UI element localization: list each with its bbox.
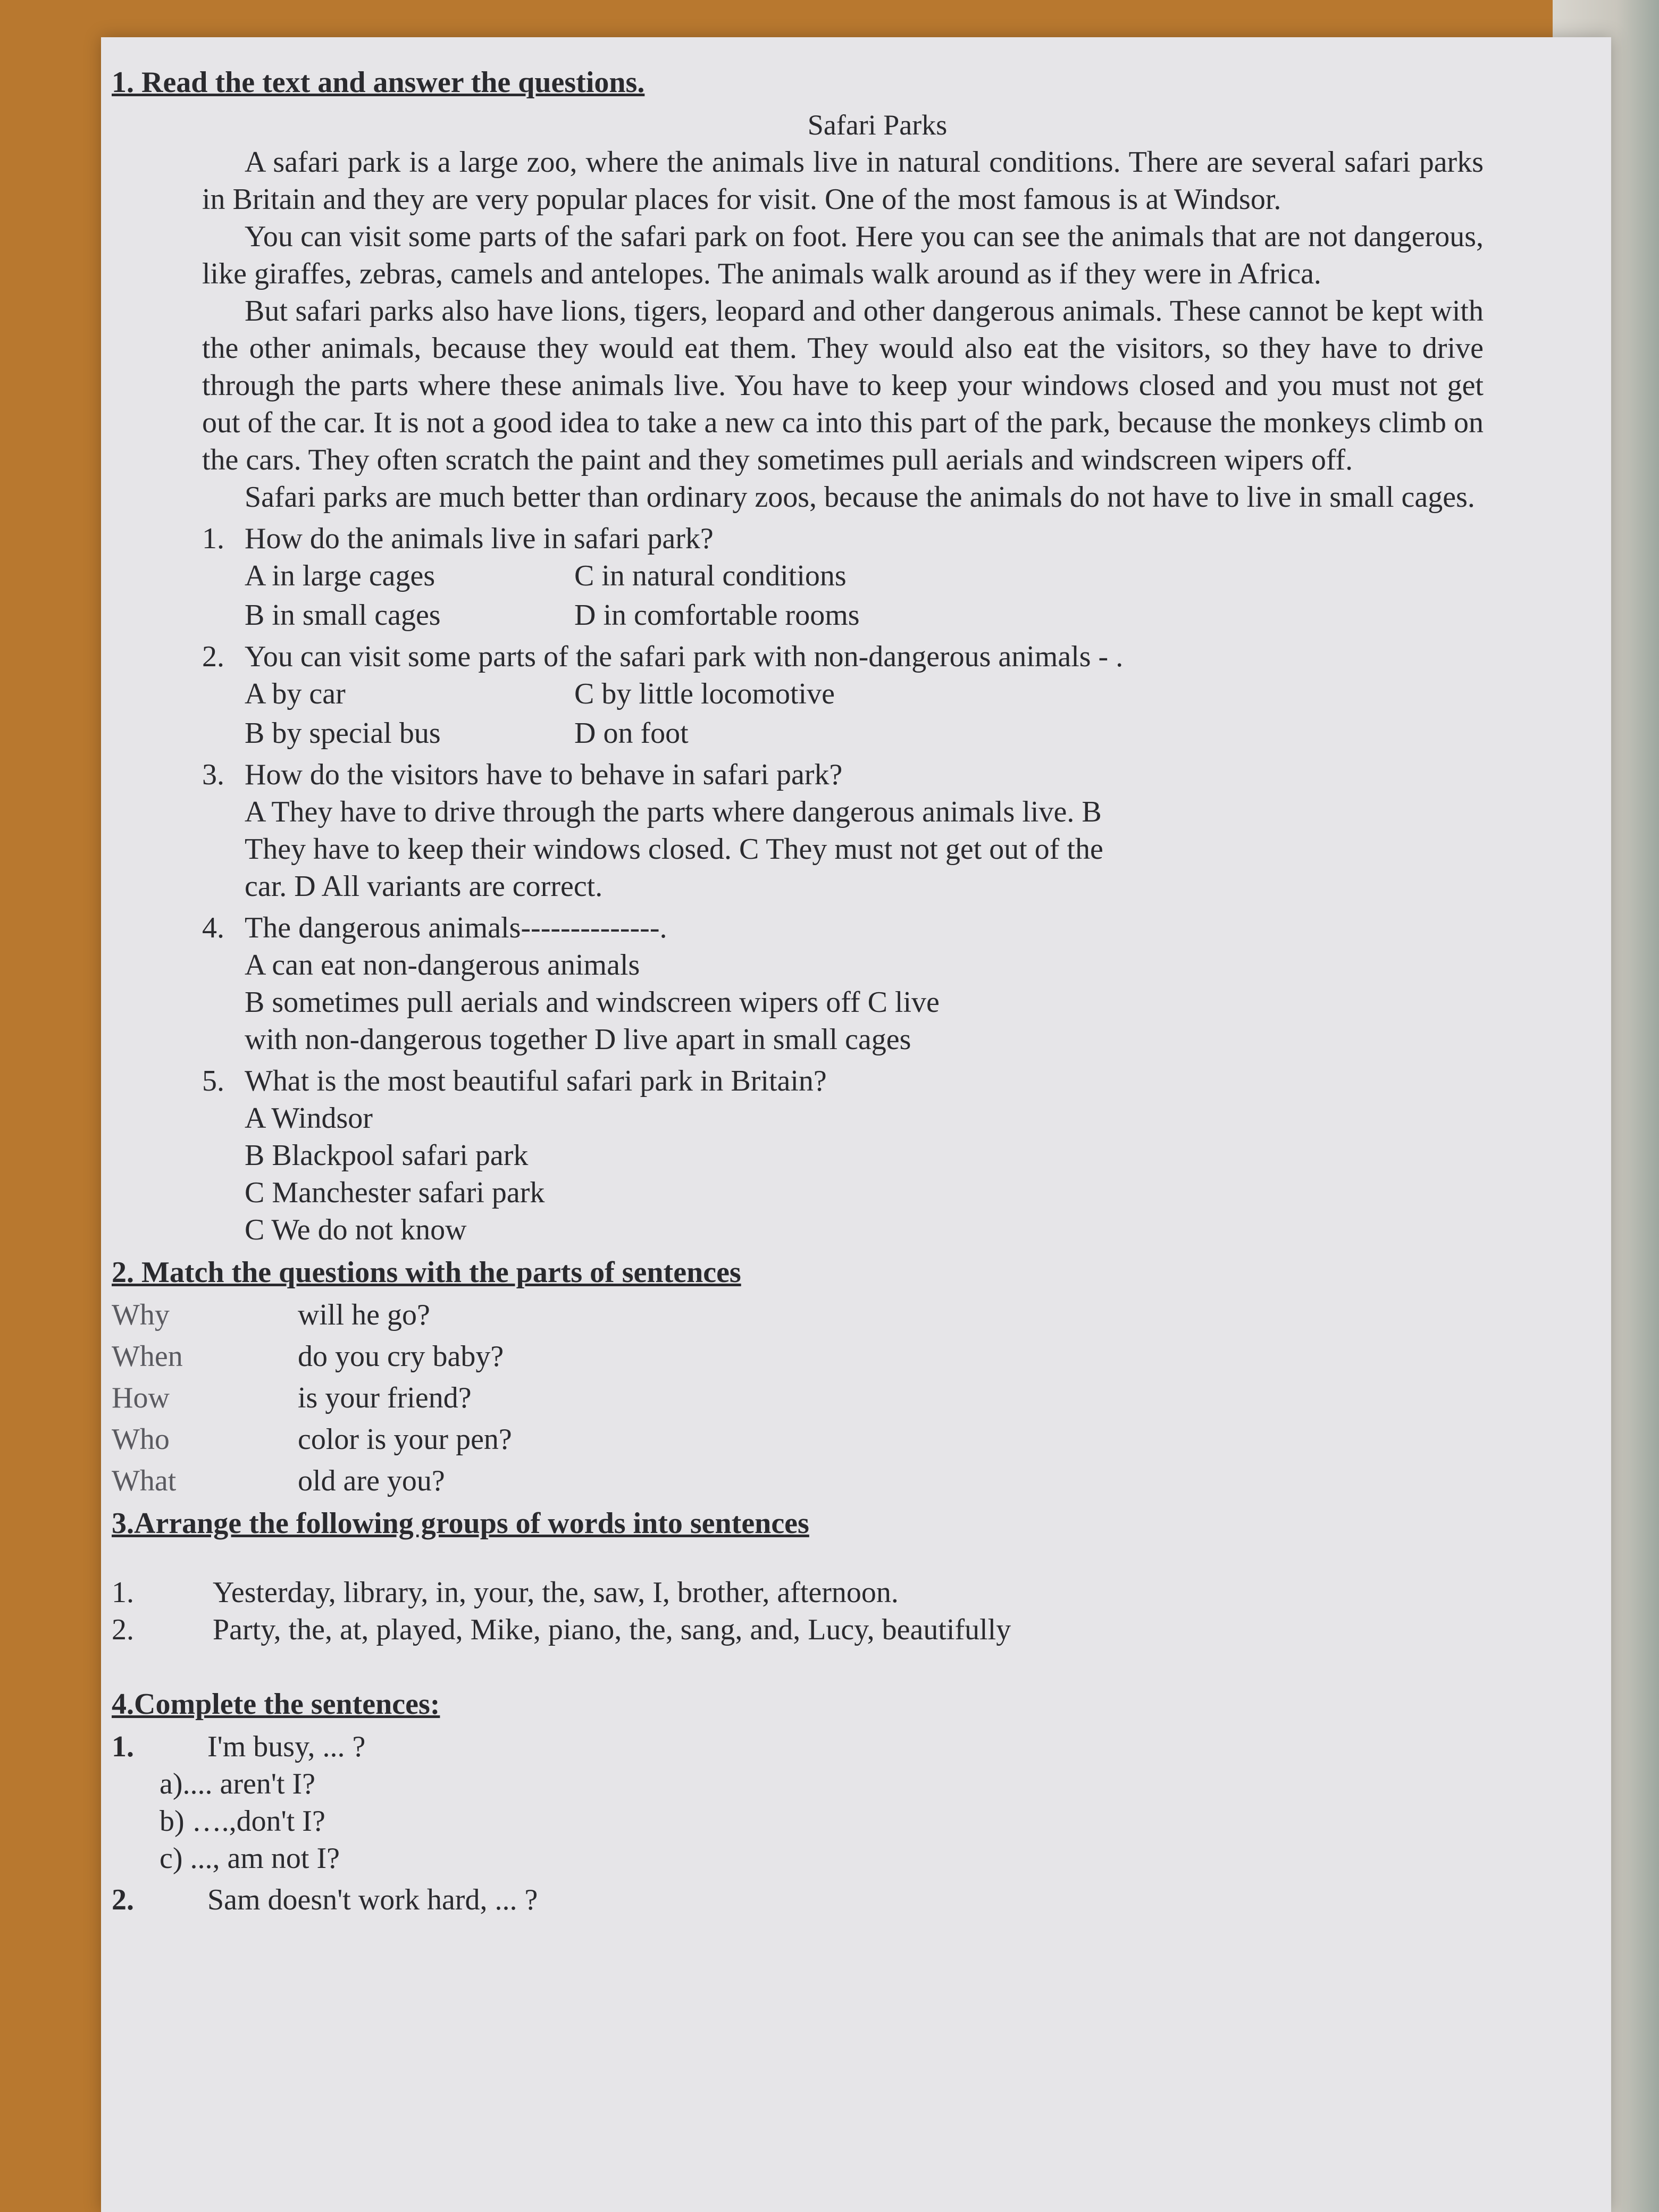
option-d: D on foot <box>574 717 689 750</box>
option-b: b) ….,don't I? <box>160 1805 325 1838</box>
question-text: What is the most beautiful safari park in Britain? <box>245 1065 827 1097</box>
question-text: How do the animals live in safari park? <box>245 522 714 555</box>
option-a: A by car <box>245 677 346 710</box>
match-phrase: old are you? <box>298 1464 445 1497</box>
passage-paragraph-4: Safari parks are much better than ordinary zoos, because the animals do not have to live in small cages. <box>245 481 1475 514</box>
item-number: 2. <box>112 1613 134 1646</box>
option-line: C We do not know <box>245 1213 467 1246</box>
match-phrase: will he go? <box>298 1298 430 1331</box>
option-line: car. D All variants are correct. <box>245 870 603 903</box>
match-table <box>112 1296 1484 1499</box>
question-text: How do the visitors have to behave in safari park? <box>245 758 843 791</box>
option-b: B in small cages <box>245 599 441 632</box>
options-grid <box>245 557 1484 634</box>
passage-paragraph-2: You can visit some parts of the safari park on foot. Here you can see the animals that are not dangerous, like giraffes, zebras, camels and antelopes. The animals walk around as if they were in Africa. <box>202 220 1484 290</box>
option-line: They have to keep their windows closed. C They must not get out of the <box>245 833 1103 866</box>
passage-paragraph-3: But safari parks also have lions, tigers, leopard and other dangerous animals. These cannot be kept with the other animals, because they would eat them. They would also eat the visitors, so they have to drive through the parts where these animals live. You have to keep your windows closed and you must not get out of the car. It is not a good idea to take a new ca into this part of the park, because the monkeys climb on the cars. They often scratch the paint and they sometimes pull aerials and windscreen wipers off. <box>202 295 1484 476</box>
question-1 <box>202 520 1484 634</box>
question-text: The dangerous animals--------------. <box>245 911 667 944</box>
option-line: B Blackpool safari park <box>245 1139 529 1172</box>
match-phrase: is your friend? <box>298 1381 472 1414</box>
option-c: C in natural conditions <box>574 559 847 592</box>
question-4 <box>202 909 1484 1058</box>
item-number: 1. <box>112 1576 134 1609</box>
item-text: Yesterday, library, in, your, the, saw, I, brother, afternoon. <box>213 1576 899 1609</box>
question-2 <box>202 638 1484 752</box>
list-item <box>112 1881 1484 1918</box>
option-line: with non-dangerous together D live apart in small cages <box>245 1023 911 1056</box>
passage-paragraph-1: A safari park is a large zoo, where the animals live in natural conditions. There are several safari parks in Britain and they are very popular places for visit. One of the most famous is at Windsor. <box>202 146 1484 216</box>
option-line: C Manchester safari park <box>245 1176 545 1209</box>
question-number: 5. <box>202 1065 224 1097</box>
option-line: A Windsor <box>245 1102 373 1135</box>
section4-heading: 4.Complete the sentences: <box>112 1688 440 1721</box>
section1-heading: 1. Read the text and answer the questions. <box>112 66 645 99</box>
options-list <box>245 1100 1484 1249</box>
item-number: 2. <box>112 1883 134 1916</box>
section2-heading: 2. Match the questions with the parts of sentences <box>112 1256 741 1289</box>
question-5 <box>202 1062 1484 1249</box>
option-line: A They have to drive through the parts where dangerous animals live. B <box>245 795 1102 828</box>
option-line: B sometimes pull aerials and windscreen wipers off C live <box>245 986 940 1019</box>
option-line: A can eat non-dangerous animals <box>245 949 640 982</box>
question-number: 4. <box>202 911 224 944</box>
match-phrase: color is your pen? <box>298 1423 512 1456</box>
option-c: C by little locomotive <box>574 677 835 710</box>
item-text: I'm busy, ... ? <box>207 1730 366 1763</box>
section3-heading: 3.Arrange the following groups of words into sentences <box>112 1507 809 1540</box>
match-word: How <box>112 1381 170 1414</box>
options-list <box>245 946 1149 1058</box>
match-word: What <box>112 1464 177 1497</box>
passage-title: Safari Parks <box>807 109 948 141</box>
question-number: 1. <box>202 522 224 555</box>
worksheet-content <box>112 64 1484 1918</box>
list-item <box>112 1574 1484 1611</box>
match-word: Who <box>112 1423 170 1456</box>
options-list <box>245 793 1149 905</box>
list-item <box>112 1611 1484 1648</box>
question-text: You can visit some parts of the safari park with non-dangerous animals - . <box>245 640 1124 673</box>
match-word: When <box>112 1340 183 1373</box>
questions-list <box>202 520 1484 1249</box>
question-3 <box>202 756 1484 905</box>
question-number: 3. <box>202 758 224 791</box>
option-b: B by special bus <box>245 717 441 750</box>
item-number: 1. <box>112 1730 134 1763</box>
question-number: 2. <box>202 640 224 673</box>
option-a: a).... aren't I? <box>160 1767 316 1800</box>
match-word: Why <box>112 1298 170 1331</box>
option-c: c) ..., am not I? <box>160 1842 340 1875</box>
option-a: A in large cages <box>245 559 435 592</box>
options-grid <box>245 675 1484 752</box>
option-d: D in comfortable rooms <box>574 599 860 632</box>
match-phrase: do you cry baby? <box>298 1340 504 1373</box>
list-item <box>112 1728 1484 1765</box>
item-text: Party, the, at, played, Mike, piano, the, sang, and, Lucy, beautifully <box>213 1613 1011 1646</box>
answer-options <box>160 1765 1484 1877</box>
item-text: Sam doesn't work hard, ... ? <box>207 1883 538 1916</box>
arrange-list <box>112 1574 1484 1648</box>
